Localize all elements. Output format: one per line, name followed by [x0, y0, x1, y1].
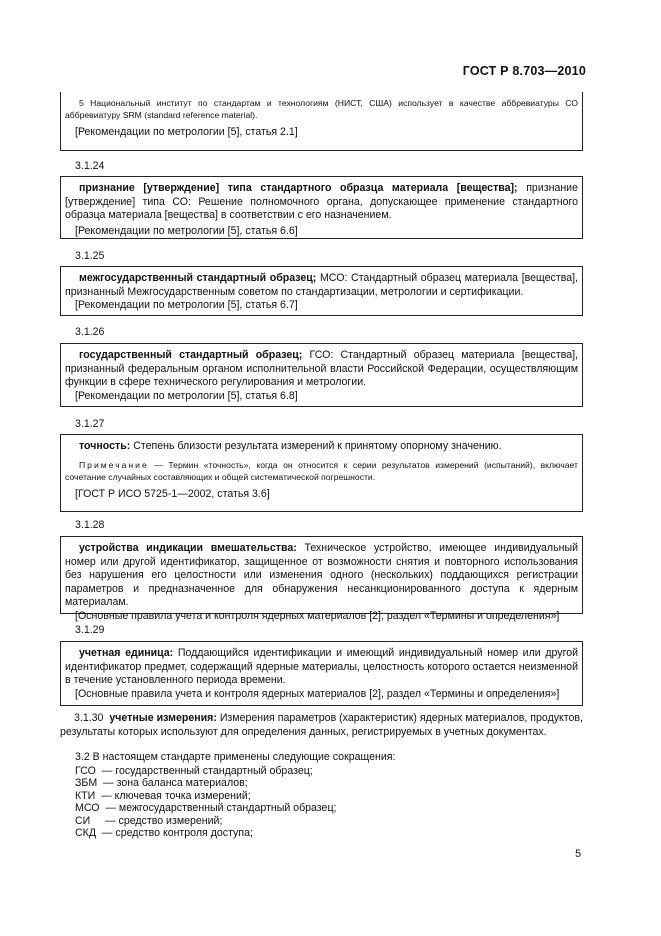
- abbreviation-item: КТИ — ключевая точка измерений;: [75, 789, 251, 802]
- term-number: 3.1.30: [74, 712, 104, 724]
- abbreviations-intro: 3.2 В настоящем стандарте применены следующие сокращения:: [75, 751, 396, 763]
- abbreviation-item: ЗБМ — зона баланса материалов;: [75, 777, 248, 790]
- term-box: [60, 176, 583, 239]
- term-definition: государственный стандартный образец; ГСО: Стандартный образец материала [вещества], признанный федеральным органом исполнительной власти Российской Федерации, осуществляющим функции в сфере технического регулирования и метрологии.: [65, 349, 578, 389]
- term-box: [60, 536, 583, 622]
- term-reference: [ГОСТ Р ИСО 5725-1—2002, статья 3.6]: [75, 487, 270, 500]
- abbreviation-item: МСО — межгосударственный стандартный образец;: [75, 802, 337, 815]
- note-label: Примечание: [79, 459, 149, 470]
- term-definition: признание [утверждение] типа стандартного образца материала [вещества]; признание [утверждение] типа СО: Решение полномочного органа, допускающее применение стандартного образца материала [вещества] в соответствии с его назначением.: [65, 182, 578, 222]
- term-title: межгосударственный стандартный образец;: [79, 272, 317, 284]
- term-reference: [Основные правила учета и контроля ядерных материалов [2], раздел «Термины и определения»]: [75, 609, 560, 622]
- term-box: [60, 266, 583, 316]
- term-box: [60, 343, 583, 407]
- note-text: 5 Национальный институт по стандартам и технологиям (НИСТ, США) использует в качестве аббревиатуры СО аббревиатуру SRM (standard reference material).: [65, 98, 578, 120]
- term-definition: точность: Степень близости результата измерений к принятому опорному значению.: [79, 440, 502, 452]
- term-reference: [Рекомендации по метрологии [5], статья 6.7]: [75, 299, 298, 312]
- term-title: признание [утверждение] типа стандартного образца материала [вещества];: [79, 182, 518, 194]
- abbreviation-item: СКД — средство контроля доступа;: [75, 827, 253, 840]
- term-number: 3.1.24: [75, 160, 105, 172]
- term-number: 3.1.28: [75, 519, 105, 531]
- term-definition: межгосударственный стандартный образец; МСО: Стандартный образец материала [вещества], признанный Межгосударственным советом по стандартизации, метрологии и сертификации.: [65, 272, 578, 298]
- document-header: ГОСТ Р 8.703—2010: [462, 64, 586, 78]
- term-reference: [Рекомендации по метрологии [5], статья 6.6]: [75, 224, 298, 237]
- term-title: учетные измерения:: [109, 712, 217, 724]
- term-title: точность:: [79, 440, 131, 452]
- term-330-paragraph: 3.1.30 учетные измерения: Измерения параметров (характеристик) ядерных материалов, продуктов, результаты которых используют для определения данных, регистрируемых в учетных документах.: [60, 712, 583, 738]
- abbreviations-list: [75, 765, 336, 839]
- note-reference: [Рекомендации по метрологии [5], статья 2.1]: [75, 126, 298, 138]
- term-definition: устройства индикации вмешательства: Техническое устройство, имеющее индивидуальный номер или другой идентификатор, защищенное от возможности снятия и повторного использования без нарушения его целостности или изменения одного (нескольких) поддающихся регистрации параметров и предназначенное для обнаружения несанкционированного доступа к ядерным материалам.: [65, 542, 578, 609]
- term-title: устройства индикации вмешательства:: [79, 542, 297, 554]
- term-title: учетная единица:: [79, 647, 174, 659]
- term-box: [60, 641, 583, 706]
- term-note: Примечание — Термин «точность», когда он относится к серии результатов измерений (испытаний), включает сочетание случайных составляющих и общей систематической погрешности.: [65, 459, 578, 482]
- abbreviation-item: ГСО — государственный стандартный образец;: [75, 765, 313, 777]
- page-number: 5: [575, 848, 581, 860]
- term-number: 3.1.26: [75, 326, 105, 338]
- term-number: 3.1.27: [75, 418, 105, 430]
- abbreviation-item: СИ — средство измерений;: [75, 814, 223, 827]
- term-title: государственный стандартный образец;: [79, 349, 303, 361]
- term-number: 3.1.29: [75, 624, 105, 636]
- term-number: 3.1.25: [75, 250, 105, 262]
- term-definition: учетная единица: Поддающийся идентификации и имеющий индивидуальный номер или другой идентификатор предмет, содержащий ядерные материалы, целостность которого остается неизменной в течение установленного периода времени.: [65, 647, 579, 687]
- term-box: [60, 434, 583, 512]
- term-reference: [Основные правила учета и контроля ядерных материалов [2], раздел «Термины и определения»]: [75, 687, 560, 700]
- term-reference: [Рекомендации по метрологии [5], статья 6.8]: [75, 389, 298, 402]
- note-box: [60, 92, 583, 151]
